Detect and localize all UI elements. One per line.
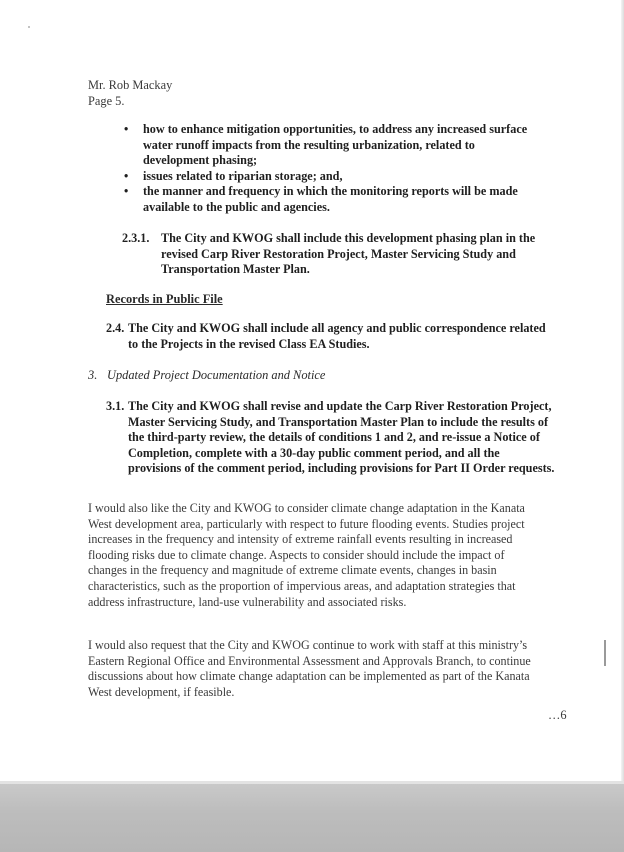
continuation-marker: …6	[548, 708, 567, 722]
scan-speck	[28, 26, 30, 28]
clause-2-3-1	[122, 231, 552, 278]
scan-mark	[604, 640, 606, 666]
clause-number: 2.4.	[106, 321, 125, 335]
bullet-icon: •	[124, 168, 129, 183]
page-number-label: Page 5.	[88, 94, 125, 108]
bullet-icon: •	[124, 184, 129, 199]
bullet-item	[122, 169, 542, 185]
clause-text: The City and KWOG shall revise and update the Carp River Restoration Project, Master Servicing Study, and Transportation Master Plan to include the results of the third-party review, the details of conditions 1 and 2, and re-issue a Notice of Completion, complete with a 30-day public comment period, and all the provisions of the comment period, including provisions for Part II Order requests.	[128, 399, 555, 476]
bullet-text: how to enhance mitigation opportunities, to address any increased surface water runoff impacts from the resulting urbanization, related to development phasing;	[143, 122, 528, 168]
letter-header	[88, 77, 172, 109]
clause-text: The City and KWOG shall include all agency and public correspondence related to the Projects in the revised Class EA Studies.	[128, 321, 546, 351]
section-heading-records: Records in Public File	[106, 292, 223, 306]
bullet-text: the manner and frequency in which the monitoring reports will be made available to the public and agencies.	[143, 184, 518, 214]
clause-3-1	[106, 399, 556, 477]
bullet-list	[122, 122, 542, 216]
scan-bottom-band	[0, 784, 624, 852]
body-paragraph: I would also request that the City and KWOG continue to work with staff at this ministry’s Eastern Regional Office and Environmental Assessment and Approvals Branch, to continue discussions about how climate change adaptation can be implemented as part of the Kanata West development, if feasible.	[88, 638, 531, 699]
bullet-icon: •	[124, 122, 129, 136]
clause-text: The City and KWOG shall include this development phasing plan in the revised Carp River Restoration Project, Master Servicing Study and Transportation Master Plan.	[161, 231, 536, 277]
bullet-text: issues related to riparian storage; and,	[143, 168, 343, 183]
clause-number: 3.1.	[106, 399, 125, 413]
clause-2-4	[106, 321, 551, 352]
body-paragraph: I would also like the City and KWOG to consider climate change adaptation in the Kanata West development area, particularly with respect to future flooding events. Studies project increases in the frequency and intensity of extreme rainfall events resulting in increased flooding risks due to climate change. Aspects to consider should include the impact of changes in the frequency and magnitude of extreme climate events, changes in basin characteristics, such as the proportion of impervious areas, and adaptation strategies that address infrastructure, land-use vulnerability and associated risks.	[88, 501, 525, 609]
bullet-item	[122, 122, 542, 169]
section-heading-3	[88, 368, 325, 383]
recipient-name: Mr. Rob Mackay	[88, 78, 173, 92]
section-number: 3.	[88, 368, 98, 382]
section-title: Updated Project Documentation and Notice	[107, 368, 326, 382]
clause-number: 2.3.1.	[122, 231, 150, 245]
bullet-item	[122, 184, 542, 215]
